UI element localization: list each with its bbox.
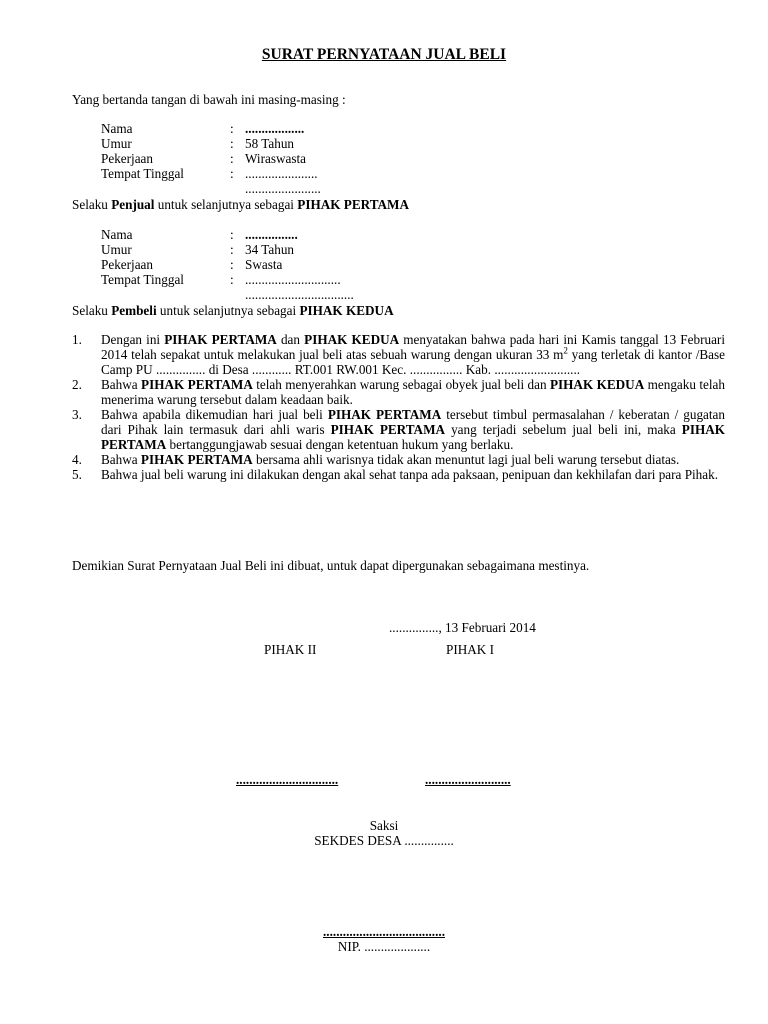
colon: : bbox=[230, 136, 234, 151]
signature-line-saksi: ..................................... bbox=[323, 924, 445, 939]
colon: : bbox=[230, 151, 234, 166]
party1-job-value: Wiraswasta bbox=[245, 151, 306, 166]
statement-item: 2. Bahwa PIHAK PERTAMA telah menyerahkan warung sebagai obyek jual beli dan PIHAK KEDUA mengaku telah menerima warung tersebut dalam keadaan baik. bbox=[72, 377, 725, 407]
party2-job-value: Swasta bbox=[245, 257, 283, 272]
signature-line-pihak-ii: ............................... bbox=[236, 772, 339, 787]
statement-item: 5. Bahwa jual beli warung ini dilakukan dengan akal sehat tanpa ada paksaan, penipuan dan kekhilafan dari para Pihak. bbox=[72, 467, 719, 482]
party1-role: Selaku Penjual untuk selanjutnya sebagai PIHAK PERTAMA bbox=[72, 197, 410, 212]
statement-number: 3. bbox=[72, 407, 82, 422]
party2-name-value: ................ bbox=[245, 227, 298, 242]
statement-number: 4. bbox=[72, 452, 82, 467]
statement-number: 2. bbox=[72, 377, 82, 392]
colon: : bbox=[230, 257, 234, 272]
statement-number: 1. bbox=[72, 332, 82, 347]
closing-text: Demikian Surat Pernyataan Jual Beli ini dibuat, untuk dapat dipergunakan sebagaimana mestinya. bbox=[72, 558, 590, 573]
party2-name-label: Nama bbox=[101, 227, 133, 242]
party2-address-line2: ................................. bbox=[245, 287, 354, 302]
party1-address-label: Tempat Tinggal bbox=[101, 166, 184, 181]
place-date: ..............., 13 Februari 2014 bbox=[389, 620, 536, 635]
party1-age-label: Umur bbox=[101, 136, 132, 151]
colon: : bbox=[230, 242, 234, 257]
party2-job-label: Pekerjaan bbox=[101, 257, 153, 272]
document-title: SURAT PERNYATAAN JUAL BELI bbox=[261, 46, 507, 63]
saksi-label: Saksi bbox=[369, 818, 399, 833]
party2-age-value: 34 Tahun bbox=[245, 242, 295, 257]
pihak-ii-label: PIHAK II bbox=[264, 642, 317, 657]
party1-job-label: Pekerjaan bbox=[101, 151, 153, 166]
party2-address-value: ............................. bbox=[245, 272, 341, 287]
sekdes-label: SEKDES DESA ............... bbox=[314, 833, 454, 848]
colon: : bbox=[230, 166, 234, 181]
statement-item: 1. Dengan ini PIHAK PERTAMA dan PIHAK KEDUA menyatakan bahwa pada hari ini Kamis tanggal 13 Februari 2014 telah sepakat untuk melakukan jual beli atas sebuah warung dengan ukuran 33 $m^2$ yang terletak di kantor /Base Camp PU ............... di Desa ............ RT.001 RW.001 Kec. ................ Kab. .......................... bbox=[72, 332, 725, 377]
statement-list bbox=[72, 332, 725, 482]
pihak-i-label: PIHAK I bbox=[446, 642, 494, 657]
statement-item: 3. Bahwa apabila dikemudian hari jual beli PIHAK PERTAMA tersebut timbul permasalahan / keberatan / gugatan dari Pihak lain termasuk dari ahli waris PIHAK PERTAMA yang terjadi sebelum jual beli ini, maka PIHAK PERTAMA bertanggungjawab sesuai dengan ketentuan hukum yang berlaku. bbox=[72, 407, 725, 452]
party2-address-label: Tempat Tinggal bbox=[101, 272, 184, 287]
colon: : bbox=[230, 227, 234, 242]
colon: : bbox=[230, 121, 234, 136]
party1-address-line2: ....................... bbox=[245, 181, 321, 196]
party1-name-value: .................. bbox=[245, 121, 305, 136]
party2-age-label: Umur bbox=[101, 242, 132, 257]
statement-item: 4. Bahwa PIHAK PERTAMA bersama ahli warisnya tidak akan menuntut lagi jual beli warung tersebut diatas. bbox=[72, 452, 680, 467]
party1-address-value: ...................... bbox=[245, 166, 318, 181]
party1-name-label: Nama bbox=[101, 121, 133, 136]
statement-number: 5. bbox=[72, 467, 82, 482]
intro-text: Yang bertanda tangan di bawah ini masing-masing : bbox=[72, 92, 346, 107]
party1-age-value: 58 Tahun bbox=[245, 136, 295, 151]
signature-line-pihak-i: .......................... bbox=[425, 772, 511, 787]
party2-role: Selaku Pembeli untuk selanjutnya sebagai PIHAK KEDUA bbox=[72, 303, 394, 318]
nip-label: NIP. .................... bbox=[337, 939, 431, 954]
colon: : bbox=[230, 272, 234, 287]
